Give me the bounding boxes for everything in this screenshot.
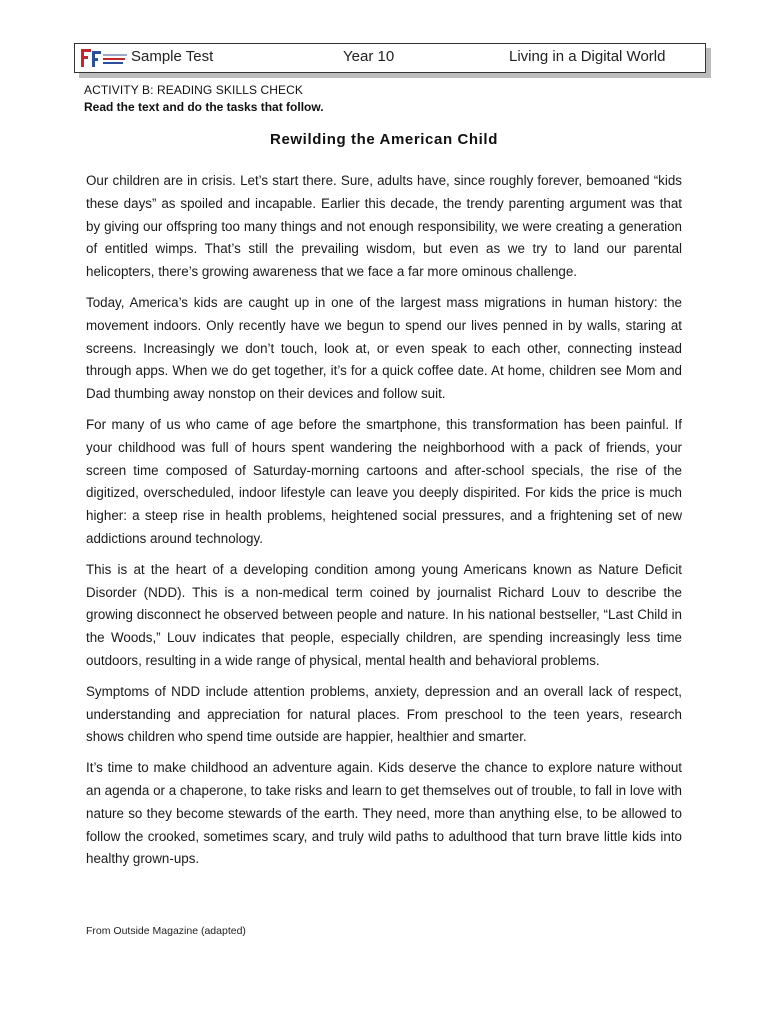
article-paragraph: This is at the heart of a developing condition among young Americans known as Nature Deficit Disorder (NDD). This is a non-medical term coined by journalist Richard Louv to describe the growing disconnect he observed between people and nature. In his national bestseller, “Last Child in the Woods,” Louv indicates that people, especially children, are spending increasingly less time outdoors, resulting in a wide range of physical, mental health and behavioral problems. [86,561,682,668]
header-unit-label: Living in a Digital World [509,48,666,65]
article-body [86,170,682,879]
header-year-label: Year 10 [343,48,395,65]
article-paragraph: Our children are in crisis. Let’s start there. Sure, adults have, since roughly forever, bemoaned “kids these days” as spoiled and incapable. Earlier this decade, the trendy parenting argument was that by giving our offspring too many things and not enough responsibility, we were creating a generation of entitled wimps. That’s still the prevailing wisdom, but even as we try to land our parental helicopters, there’s growing awareness that we face a far more ominous challenge. [86,173,682,280]
school-logo-icon [79,47,129,69]
article-paragraph: It’s time to make childhood an adventure again. Kids deserve the chance to explore nature without an agenda or a chaperone, to take risks and learn to get themselves out of trouble, to fall in love with nature so they become stewards of the earth. They need, more than anything else, to be allowed to follow the crooked, sometimes scary, and truly wild paths to adulthood that turn brave little kids into healthy grown-ups. [86,760,682,867]
header-test-label: Sample Test [131,48,214,65]
page-header [74,43,706,73]
article-title: Rewilding the American Child [270,131,498,148]
article-paragraph: For many of us who came of age before the smartphone, this transformation has been painful. If your childhood was full of hours spent wandering the neighborhood with a pack of friends, your screen time composed of Saturday-morning cartoons and after-school specials, the rise of the digitized, overscheduled, indoor lifestyle can leave you deeply dispirited. For kids the price is much higher: a steep rise in health problems, heightened social pressures, and a frightening set of new addictions around technology. [86,416,682,546]
source-citation: From Outside Magazine (adapted) [86,925,246,937]
instruction-text: Read the text and do the tasks that follow. [84,100,324,114]
activity-label: ACTIVITY B: READING SKILLS CHECK [84,83,304,97]
article-paragraph: Today, America’s kids are caught up in one of the largest mass migrations in human history: the movement indoors. Only recently have we begun to spend our lives penned in by walls, staring at screens. Increasingly we don’t touch, look at, or even speak to each other, connecting instead through apps. When we do get together, it’s for a quick coffee date. At home, children see Mom and Dad thumbing away nonstop on their devices and follow suit. [86,294,682,402]
article-paragraph: Symptoms of NDD include attention problems, anxiety, depression and an overall lack of respect, understanding and appreciation for natural places. From preschool to the teen years, research shows children who spend time outside are happier, healthier and smarter. [86,683,682,745]
